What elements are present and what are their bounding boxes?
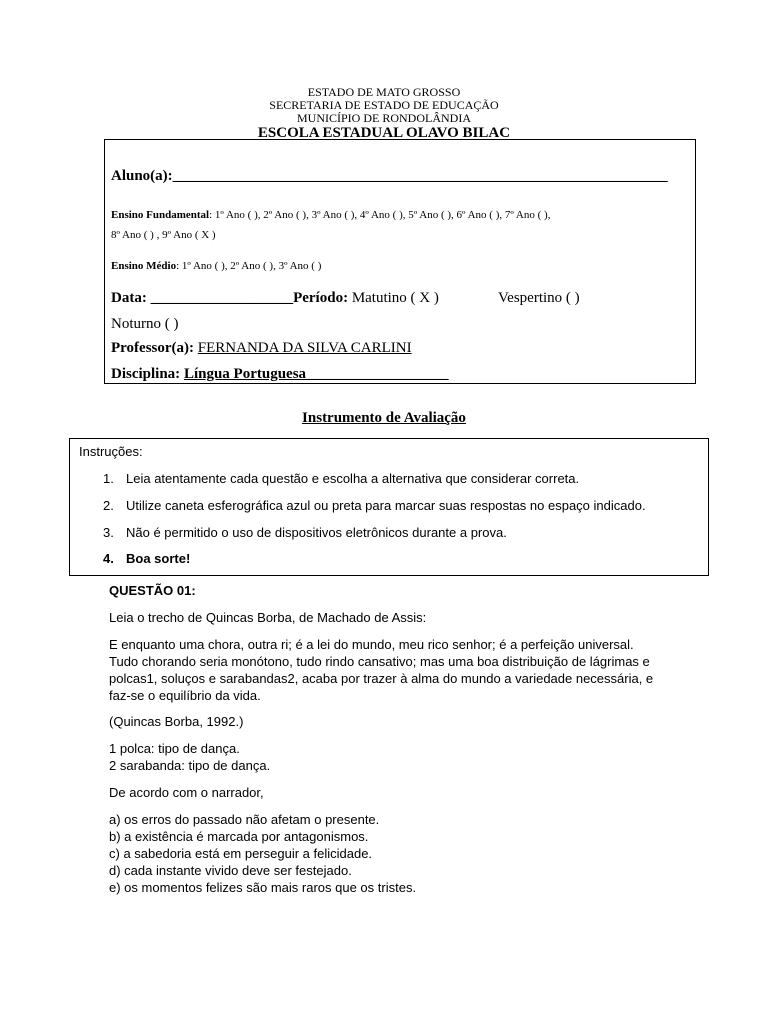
ensino-medio-label: Ensino Médio <box>111 260 177 272</box>
instructions-box <box>69 438 709 576</box>
ensino-fundamental-years[interactable]: : 1º Ano ( ), 2º Ano ( ), 3º Ano ( ), 4º Ano ( ), 5º Ano ( ), 6º Ano ( ), 7º Ano ( ), <box>209 209 551 221</box>
instruction-text: Boa sorte! <box>126 551 191 566</box>
student-name-field[interactable]: Aluno(a):__________________________________________________________________ <box>111 168 668 184</box>
ensino-fundamental-label: Ensino Fundamental <box>111 209 210 221</box>
instruction-number: 3. <box>103 525 114 540</box>
teacher-name: FERNANDA DA SILVA CARLINI <box>197 340 412 356</box>
answer-option-e[interactable]: e) os momentos felizes são mais raros que os tristes. <box>109 880 417 895</box>
period-label: Período: <box>293 290 349 306</box>
instruction-number: 4. <box>103 551 114 566</box>
passage-source: (Quincas Borba, 1992.) <box>109 714 244 729</box>
answer-option-d[interactable]: d) cada instante vivido deve ser festejado. <box>109 863 352 878</box>
teacher-row <box>111 340 412 357</box>
instruction-number: 1. <box>103 471 114 486</box>
answer-option-a[interactable]: a) os erros do passado não afetam o presente. <box>109 812 380 827</box>
answer-option-b[interactable]: b) a existência é marcada por antagonismos. <box>109 829 369 844</box>
subject-value: Língua Portuguesa___________________ <box>183 366 449 382</box>
instruction-item <box>103 551 190 566</box>
teacher-label: Professor(a): <box>111 340 195 356</box>
passage-line: E enquanto uma chora, outra ri; é a lei do mundo, meu rico senhor; é a perfeição universal. <box>109 637 634 652</box>
ensino-fundamental-row-2[interactable] <box>111 229 216 241</box>
passage-line: Tudo chorando seria monótono, tudo rindo cansativo; mas uma boa distribuição de lágrimas e <box>109 654 650 669</box>
instructions-label: Instruções: <box>79 444 143 459</box>
passage-line: faz-se o equilíbrio da vida. <box>109 688 261 703</box>
header-municipality: MUNICÍPIO DE RONDOLÂNDIA <box>297 111 471 125</box>
school-name: ESCOLA ESTADUAL OLAVO BILAC <box>257 125 511 141</box>
instrument-title: Instrumento de Avaliação <box>302 410 466 426</box>
question-prompt: De acordo com o narrador, <box>109 785 264 800</box>
answer-option-c[interactable]: c) a sabedoria está em perseguir a felicidade. <box>109 846 373 861</box>
subject-row <box>111 366 449 383</box>
instruction-item <box>103 471 579 486</box>
instruction-text: Utilize caneta esferográfica azul ou preta para marcar suas respostas no espaço indicado. <box>126 498 646 513</box>
subject-label: Disciplina: <box>111 366 181 382</box>
footnote: 2 sarabanda: tipo de dança. <box>109 758 271 773</box>
header-secretariat: SECRETARIA DE ESTADO DE EDUCAÇÃO <box>269 98 499 112</box>
period-noturno[interactable]: Noturno ( ) <box>111 316 179 332</box>
question-title: QUESTÃO 01: <box>109 583 196 598</box>
ensino-medio-row <box>111 260 321 272</box>
ensino-medio-years[interactable]: : 1º Ano ( ), 2º Ano ( ), 3º Ano ( ) <box>176 260 322 272</box>
student-info-box <box>104 139 696 384</box>
passage-line: polcas1, soluços e sarabandas2, acaba por trazer à alma do mundo a variedade necessária, e <box>109 671 654 686</box>
header-state: ESTADO DE MATO GROSSO <box>307 85 461 99</box>
period-vespertino[interactable]: Vespertino ( ) <box>498 290 580 306</box>
instruction-item <box>103 498 646 513</box>
ensino-fundamental-row <box>111 209 550 221</box>
period-matutino[interactable]: Matutino ( X ) <box>348 290 439 306</box>
instruction-item <box>103 525 507 540</box>
instruction-text: Não é permitido o uso de dispositivos eletrônicos durante a prova. <box>126 525 507 540</box>
instruction-number: 2. <box>103 498 114 513</box>
footnote: 1 polca: tipo de dança. <box>109 741 240 756</box>
date-period-row <box>111 290 439 307</box>
document-header <box>0 86 768 142</box>
question-intro: Leia o trecho de Quincas Borba, de Machado de Assis: <box>109 610 427 625</box>
date-field[interactable]: Data: ___________________ <box>111 290 294 306</box>
ensino-fundamental-years-2[interactable]: 8º Ano ( ) , 9º Ano ( X ) <box>111 229 216 241</box>
instruction-text: Leia atentamente cada questão e escolha a alternativa que considerar correta. <box>126 471 580 486</box>
